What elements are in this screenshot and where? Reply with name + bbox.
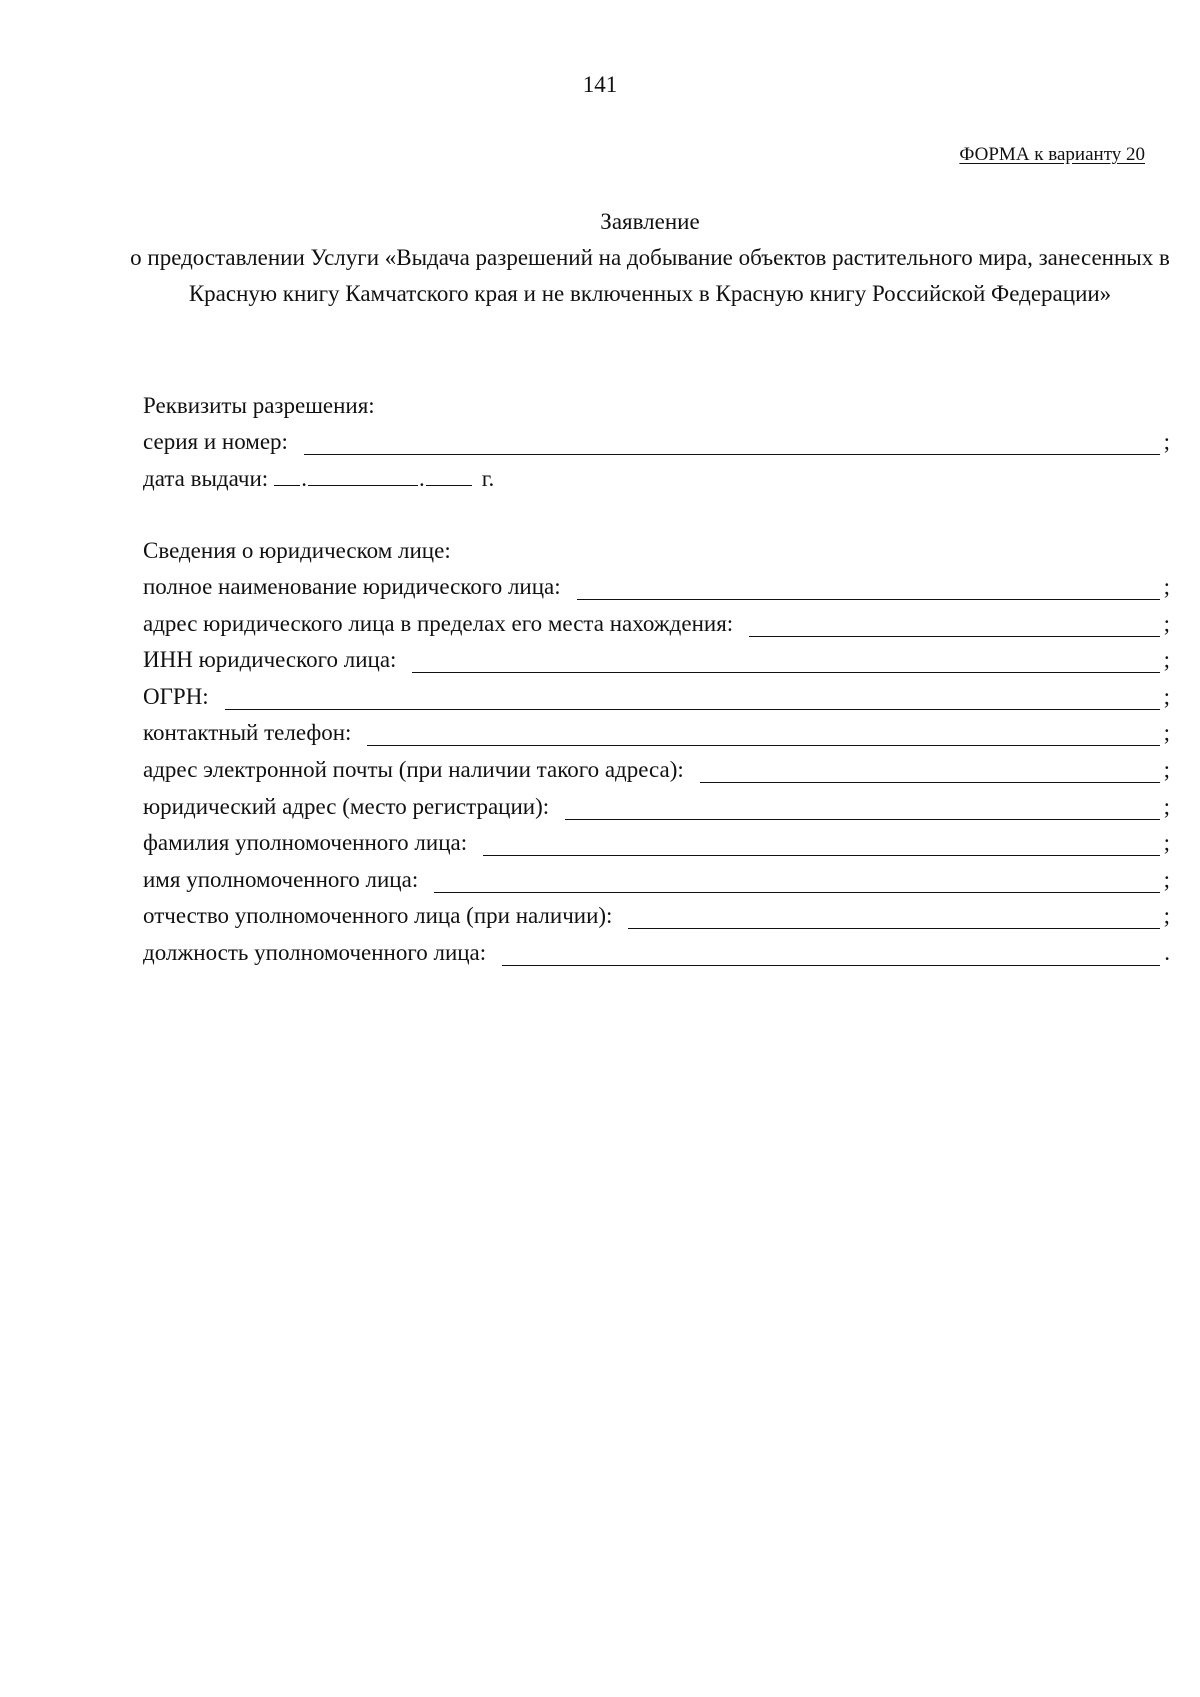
authorized-patronymic-field[interactable]: [628, 904, 1159, 929]
legal-entity-section: [143, 533, 1170, 972]
entity-address-field[interactable]: [749, 612, 1159, 637]
entity-field-label: юридический адрес (место регистрации):: [143, 793, 550, 819]
series-number-label: серия и номер:: [143, 429, 288, 454]
entity-field-end: ;: [1163, 866, 1170, 892]
entity-field-end: ;: [1163, 756, 1170, 782]
entity-field-end: .: [1164, 939, 1170, 965]
entity-field-label: отчество уполномоченного лица (при наличии):: [143, 903, 613, 929]
entity-field-row-surname: [143, 825, 1170, 862]
entity-field-row-full-name: [143, 569, 1170, 606]
entity-field-row-legal-address: [143, 789, 1170, 826]
entity-field-end: ;: [1163, 720, 1170, 746]
entity-field-row-address: [143, 606, 1170, 643]
entity-field-row-first-name: [143, 862, 1170, 899]
page-number: 141: [582, 72, 618, 97]
series-number-end: ;: [1163, 429, 1170, 454]
authorized-first-name-field[interactable]: [434, 868, 1159, 893]
entity-field-label: адрес электронной почты (при наличии такого адреса):: [143, 756, 684, 782]
entity-field-end: ;: [1163, 610, 1170, 636]
entity-full-name-field[interactable]: [577, 575, 1160, 600]
entity-field-row-phone: [143, 715, 1170, 752]
entity-legal-address-field[interactable]: [565, 795, 1159, 820]
entity-field-label: полное наименование юридического лица:: [143, 574, 561, 599]
entity-field-row-patronymic: [143, 898, 1170, 935]
permit-details-heading: Реквизиты разрешения:: [143, 393, 375, 418]
document-subtitle: о предоставлении Услуги «Выдача разрешений на добывание объектов растительного мира, занесенных в Красную книгу Камчатского края и не включенных в Красную книгу Российской Федерации»: [130, 245, 1170, 306]
issue-date-year-field[interactable]: [426, 461, 472, 486]
issue-date-year-suffix: г.: [481, 465, 495, 491]
issue-date-month-field[interactable]: [308, 461, 418, 486]
issue-date-label: дата выдачи:: [143, 465, 269, 491]
legal-entity-heading: Сведения о юридическом лице:: [143, 538, 451, 563]
authorized-position-field[interactable]: [502, 941, 1160, 966]
entity-field-end: ;: [1163, 574, 1170, 599]
authorized-surname-field[interactable]: [483, 831, 1160, 856]
entity-phone-field[interactable]: [367, 721, 1159, 746]
issue-date-row: [143, 461, 1170, 498]
entity-field-row-inn: [143, 642, 1170, 679]
entity-field-row-ogrn: [143, 679, 1170, 716]
entity-field-label: должность уполномоченного лица:: [143, 939, 487, 965]
entity-field-label: фамилия уполномоченного лица:: [143, 830, 468, 856]
entity-field-row-email: [143, 752, 1170, 789]
issue-date-separator: .: [301, 465, 307, 491]
entity-field-label: адрес юридического лица в пределах его места нахождения:: [143, 610, 734, 636]
entity-field-label: контактный телефон:: [143, 720, 352, 746]
entity-field-end: ;: [1163, 647, 1170, 673]
entity-field-end: ;: [1163, 683, 1170, 709]
series-number-field[interactable]: [304, 430, 1160, 455]
entity-ogrn-field[interactable]: [225, 685, 1160, 710]
series-number-row: [143, 424, 1170, 461]
entity-field-end: ;: [1163, 903, 1170, 929]
entity-field-label: имя уполномоченного лица:: [143, 866, 419, 892]
entity-field-end: ;: [1163, 793, 1170, 819]
entity-field-row-position: [143, 935, 1170, 972]
document-title: Заявление: [600, 209, 700, 234]
form-variant-tag: ФОРМА к варианту 20: [959, 144, 1145, 165]
permit-details-section: [143, 388, 1170, 497]
entity-email-field[interactable]: [700, 758, 1160, 783]
entity-field-label: ОГРН:: [143, 683, 209, 709]
issue-date-day-field[interactable]: [274, 461, 300, 486]
issue-date-separator: .: [418, 465, 425, 491]
entity-field-label: ИНН юридического лица:: [143, 647, 397, 673]
document-title-block: [130, 204, 1170, 312]
entity-field-end: ;: [1163, 830, 1170, 856]
entity-inn-field[interactable]: [412, 648, 1159, 673]
